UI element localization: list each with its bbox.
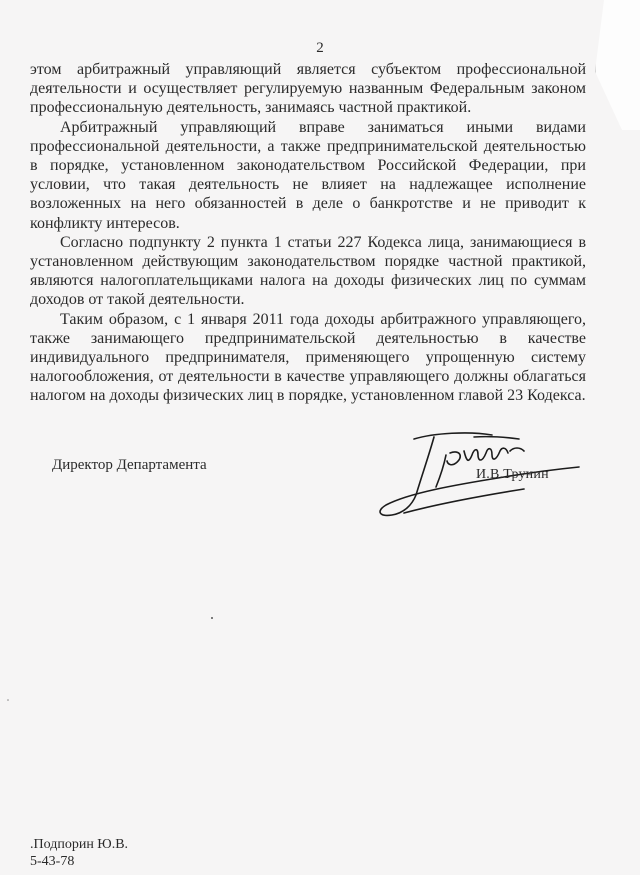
signer-name: И.В.Трунин [476, 467, 549, 482]
paragraph-conclusion: Таким образом, с 1 января 2011 года доходы арбитражного управляющего, также занимающего предпринимательской деятельностью в качестве индивидуального предпринимателя, применяющего упрощенную систему налогообложения, от деятельности в качестве управляющего должны облагаться налогом на доходы физических лиц в порядке, установленном главой 23 Кодекса. [30, 310, 586, 405]
page-number: 2 [316, 40, 324, 56]
executor-phone: 5-43-78 [30, 854, 75, 869]
paragraph-other-activities: Арбитражный управляющий вправе заниматься иными видами профессиональной деятельности, а также предпринимательской деятельностью в порядке, установленном законодательством Российской Федерации, при условии, что такая деятельность не влияет на надлежащее исполнение возложенных на него обязанностей в деле о банкротстве и не приводит к конфликту интересов. [30, 118, 586, 232]
paragraph-continuation: этом арбитражный управляющий является субъектом профессиональной деятельности и осуществляет регулируемую названным Федеральным законом профессиональную деятельность, занимаясь частной практикой. [30, 61, 586, 117]
signer-title: Директор Департамента [52, 457, 207, 473]
executor-info [30, 836, 128, 870]
paragraph-tax-code: Согласно подпункту 2 пункта 1 статьи 227 Кодекса лица, занимающиеся в установленном действующим законодательством порядке частной практикой, являются налогоплательщиками налога на доходы физических лиц по суммам доходов от такой деятельности. [30, 233, 586, 309]
executor-name: .Подпорин Ю.В. [30, 837, 129, 852]
